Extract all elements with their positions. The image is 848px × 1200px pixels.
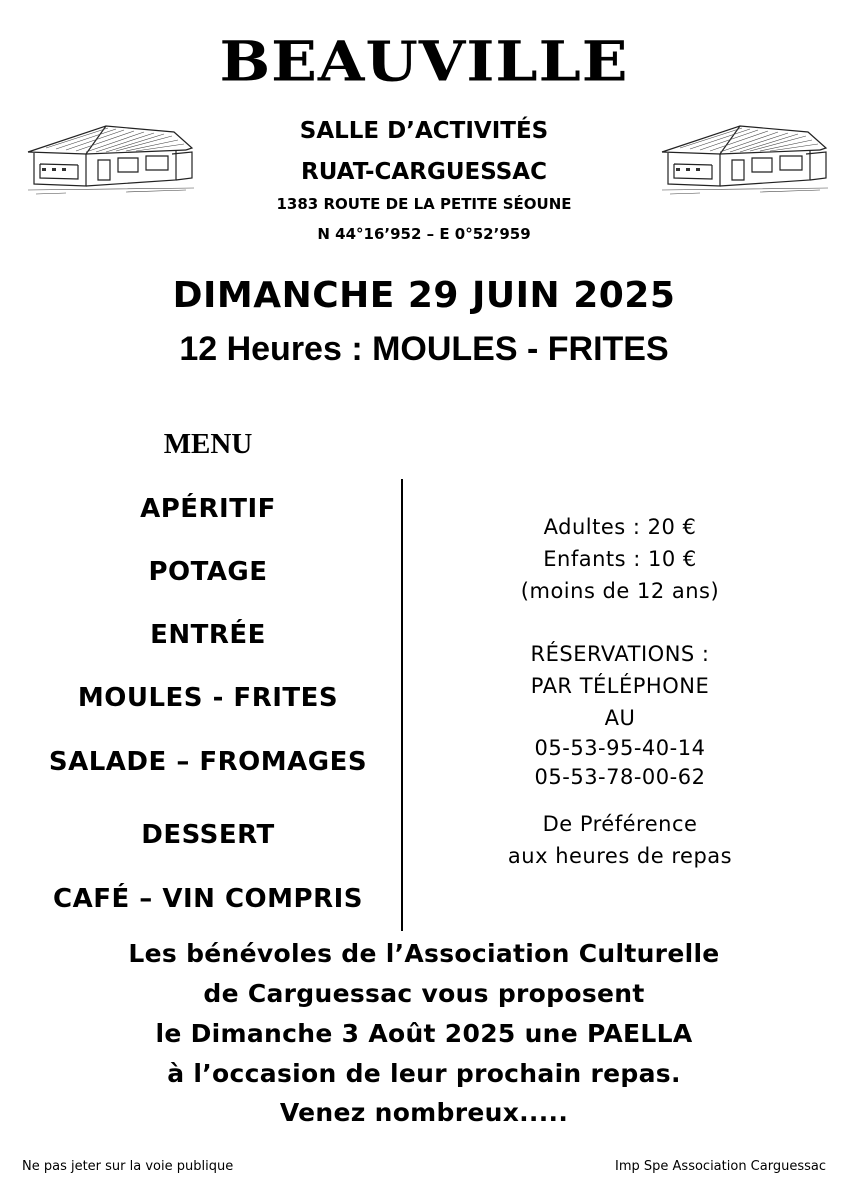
closing-line: Les bénévoles de l’Association Culturelle bbox=[128, 939, 720, 968]
footer-disclaimer: Ne pas jeter sur la voie publique bbox=[22, 1159, 234, 1174]
venue-gps-coordinates: N 44°16’952 – E 0°52’959 bbox=[317, 225, 531, 243]
reservations-at: AU bbox=[604, 706, 636, 730]
closing-line: le Dimanche 3 Août 2025 une PAELLA bbox=[155, 1019, 693, 1048]
town-title: BEAUVILLE bbox=[219, 29, 629, 95]
preference-line: De Préférence bbox=[542, 812, 698, 836]
reservations-by-phone: PAR TÉLÉPHONE bbox=[530, 674, 710, 698]
reservations-title: RÉSERVATIONS : bbox=[530, 642, 710, 666]
price-adults: Adultes : 20 € bbox=[543, 515, 697, 539]
column-divider bbox=[401, 479, 403, 931]
preference-line: aux heures de repas bbox=[507, 844, 733, 868]
menu-item-potage: POTAGE bbox=[148, 557, 268, 587]
phone-number: 05-53-95-40-14 bbox=[534, 736, 706, 760]
phone-number: 05-53-78-00-62 bbox=[534, 765, 706, 789]
event-date: DIMANCHE 29 JUIN 2025 bbox=[172, 275, 676, 316]
venue-address: 1383 ROUTE DE LA PETITE SÉOUNE bbox=[276, 195, 572, 213]
closing-line: de Carguessac vous proposent bbox=[203, 979, 645, 1008]
price-children: Enfants : 10 € bbox=[543, 547, 697, 571]
menu-item-entree: ENTRÉE bbox=[150, 620, 266, 650]
house-sketch-right bbox=[660, 118, 830, 198]
menu-item-dessert: DESSERT bbox=[141, 820, 275, 850]
closing-line: Venez nombreux..... bbox=[279, 1098, 569, 1127]
venue-name: SALLE D’ACTIVITÉS bbox=[299, 118, 549, 144]
menu-item-salade-fromages: SALADE – FROMAGES bbox=[48, 747, 368, 777]
closing-line: à l’occasion de leur prochain repas. bbox=[167, 1059, 681, 1088]
menu-item-aperitif: APÉRITIF bbox=[140, 494, 276, 524]
menu-item-cafe-vin: CAFÉ – VIN COMPRIS bbox=[53, 884, 363, 914]
event-time-dish: 12 Heures : MOULES - FRITES bbox=[179, 330, 669, 368]
price-children-note: (moins de 12 ans) bbox=[520, 579, 720, 603]
menu-title: MENU bbox=[163, 428, 253, 460]
menu-item-moules-frites: MOULES - FRITES bbox=[77, 683, 339, 713]
venue-place: RUAT-CARGUESSAC bbox=[301, 159, 547, 185]
house-sketch-left bbox=[26, 118, 196, 198]
footer-printer: Imp Spe Association Carguessac bbox=[615, 1159, 826, 1174]
